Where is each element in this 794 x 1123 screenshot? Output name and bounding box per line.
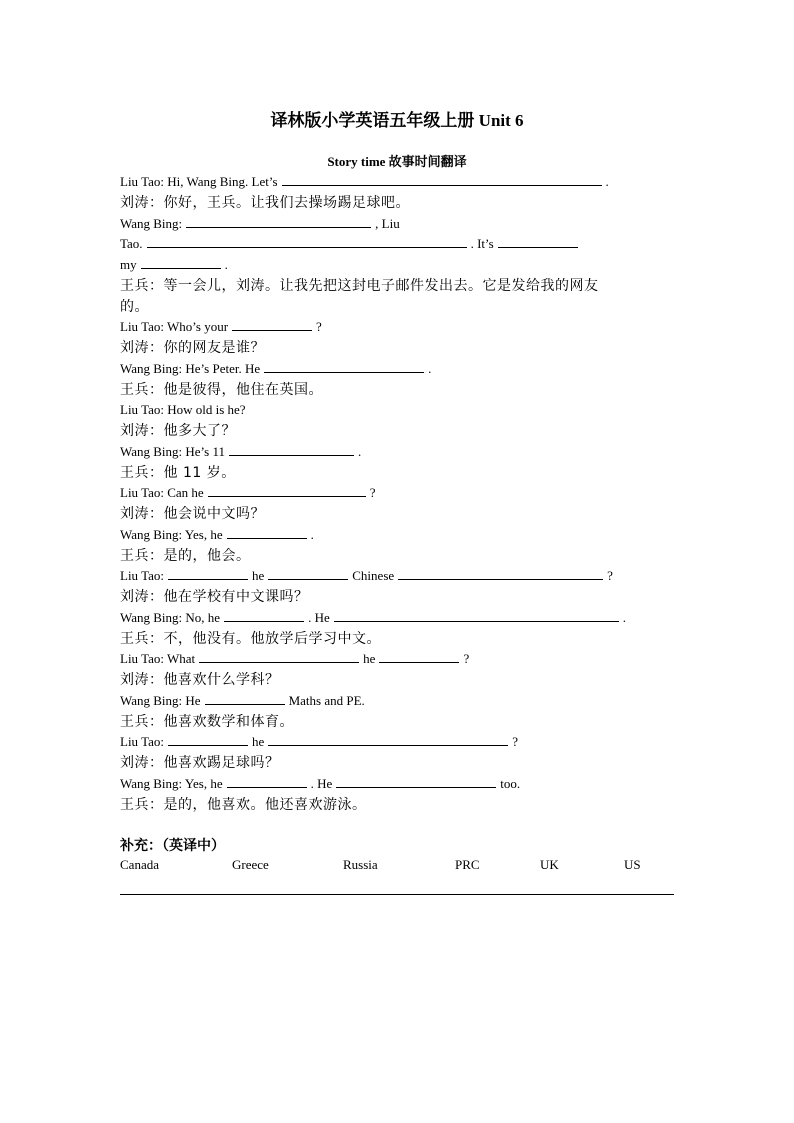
line-text: 王兵：他喜欢数学和体育。 xyxy=(120,713,294,730)
line-text: ? xyxy=(316,319,322,335)
english-line xyxy=(120,317,680,338)
fill-in-blank[interactable] xyxy=(336,774,496,788)
line-text: , Liu xyxy=(375,215,400,231)
line-text: Liu Tao: What xyxy=(120,651,196,667)
country-name: Greece xyxy=(232,857,269,872)
line-text: 王兵：他是彼得，他住在英国。 xyxy=(120,381,323,398)
fill-in-blank[interactable] xyxy=(334,608,619,622)
country-name: Canada xyxy=(120,857,159,872)
fill-in-blank[interactable] xyxy=(186,214,371,228)
line-text: he xyxy=(363,651,376,667)
chinese-line xyxy=(120,795,680,816)
english-line xyxy=(120,774,680,795)
line-text: 王兵：是的，他喜欢。他还喜欢游泳。 xyxy=(120,796,367,813)
fill-in-blank[interactable] xyxy=(208,483,366,497)
fill-in-blank[interactable] xyxy=(268,566,348,580)
line-text: he xyxy=(251,734,265,750)
line-text: ? xyxy=(607,568,613,584)
country-list xyxy=(120,857,680,877)
line-text: ? xyxy=(463,651,470,667)
english-line xyxy=(120,359,680,380)
chinese-line xyxy=(120,380,680,401)
english-line xyxy=(120,732,680,753)
english-line xyxy=(120,400,680,421)
fill-in-blank[interactable] xyxy=(229,442,354,456)
supplement-title: 补充：（英译中） xyxy=(120,838,225,854)
english-line xyxy=(120,525,680,546)
chinese-line xyxy=(120,338,680,359)
country-name: US xyxy=(624,857,641,872)
fill-in-blank[interactable] xyxy=(282,172,602,186)
fill-in-blank[interactable] xyxy=(227,774,307,788)
english-line xyxy=(120,691,680,712)
line-text: Liu Tao: Can he xyxy=(120,485,204,501)
fill-in-blank[interactable] xyxy=(199,649,359,663)
english-line xyxy=(120,566,680,587)
fill-in-blank[interactable] xyxy=(205,691,285,705)
english-line xyxy=(120,172,680,193)
line-text: 的。 xyxy=(120,298,149,315)
line-text: Liu Tao: Hi, Wang Bing. Let’s xyxy=(120,174,278,189)
line-text: . xyxy=(605,174,609,189)
chinese-line xyxy=(120,193,680,214)
chinese-line xyxy=(120,670,680,691)
english-line xyxy=(120,649,680,670)
chinese-line xyxy=(120,421,680,442)
chinese-line xyxy=(120,546,680,567)
chinese-line xyxy=(120,587,680,608)
answer-line xyxy=(120,894,674,895)
line-text: Wang Bing: Yes, he xyxy=(120,775,223,791)
line-text: 王兵：不，他没有。他放学后学习中文。 xyxy=(120,630,381,647)
fill-in-blank[interactable] xyxy=(268,732,508,746)
fill-in-blank[interactable] xyxy=(168,566,248,580)
country-name: UK xyxy=(540,857,559,872)
line-text: Wang Bing: Yes, he xyxy=(120,526,223,542)
line-text: my xyxy=(120,257,137,272)
line-text: Liu Tao: xyxy=(120,568,164,584)
line-text: 刘涛：你的网友是谁？ xyxy=(120,340,265,356)
chinese-line xyxy=(120,297,680,318)
fill-in-blank[interactable] xyxy=(141,255,221,269)
fill-in-blank[interactable] xyxy=(379,649,459,663)
document-subtitle: Story time 故事时间翻译 xyxy=(327,154,467,169)
line-text: Wang Bing: He’s 11 xyxy=(120,443,225,459)
chinese-line xyxy=(120,629,680,650)
line-text: 刘涛：你好，王兵。让我们去操场踢足球吧。 xyxy=(120,194,410,211)
line-text: Liu Tao: Who’s your xyxy=(120,319,229,335)
chinese-line xyxy=(120,712,680,733)
line-text: 刘涛：他在学校有中文课吗？ xyxy=(120,589,309,605)
line-text: . He xyxy=(308,609,330,625)
line-text: Liu Tao: How old is he? xyxy=(120,402,246,418)
line-text: Wang Bing: No, he xyxy=(120,609,221,625)
line-text: 王兵：他 11 岁。 xyxy=(120,464,236,481)
document-title: 译林版小学英语五年级上册 Unit 6 xyxy=(270,111,524,130)
english-line xyxy=(120,255,680,276)
line-text: . xyxy=(310,526,314,542)
line-text: 刘涛：他喜欢什么学科？ xyxy=(120,672,280,688)
english-line xyxy=(120,234,680,255)
line-text: . xyxy=(622,609,626,625)
line-text: 王兵：等一会儿，刘涛。让我先把这封电子邮件发出去。它是发给我的网友 xyxy=(120,277,599,294)
fill-in-blank[interactable] xyxy=(224,608,304,622)
line-text: Maths and PE. xyxy=(288,692,365,708)
fill-in-blank[interactable] xyxy=(398,566,603,580)
fill-in-blank[interactable] xyxy=(227,525,307,539)
country-name: Russia xyxy=(343,857,378,872)
line-text: he xyxy=(251,568,265,584)
line-text: 刘涛：他喜欢踢足球吗？ xyxy=(120,755,280,771)
line-text: Tao. xyxy=(120,236,143,252)
line-text: ? xyxy=(369,485,376,501)
line-text: 刘涛：他多大了？ xyxy=(120,423,236,439)
english-line xyxy=(120,608,680,629)
chinese-line xyxy=(120,753,680,774)
line-text: 刘涛：他会说中文吗？ xyxy=(120,506,265,522)
fill-in-blank[interactable] xyxy=(498,234,578,248)
line-text: Chinese xyxy=(352,568,395,584)
line-text: Wang Bing: He’s Peter. He xyxy=(120,360,261,376)
country-name: PRC xyxy=(455,857,480,872)
chinese-line xyxy=(120,463,680,484)
fill-in-blank[interactable] xyxy=(147,234,467,248)
story-translation-lines xyxy=(120,172,680,815)
line-text: ? xyxy=(512,734,519,750)
fill-in-blank[interactable] xyxy=(264,359,424,373)
chinese-line xyxy=(120,504,680,525)
line-text: too. xyxy=(500,775,521,791)
line-text: 王兵：是的，他会。 xyxy=(120,547,251,564)
line-text: . It’s xyxy=(470,236,494,252)
english-line xyxy=(120,214,680,235)
english-line xyxy=(120,442,680,463)
fill-in-blank[interactable] xyxy=(232,317,312,331)
fill-in-blank[interactable] xyxy=(168,732,248,746)
line-text: Liu Tao: xyxy=(120,734,164,750)
chinese-line xyxy=(120,276,680,297)
line-text: . xyxy=(224,257,228,272)
line-text: Wang Bing: xyxy=(120,215,183,231)
line-text: . He xyxy=(310,775,333,791)
line-text: . xyxy=(428,360,432,376)
line-text: Wang Bing: He xyxy=(120,692,201,708)
english-line xyxy=(120,483,680,504)
line-text: . xyxy=(358,443,362,459)
